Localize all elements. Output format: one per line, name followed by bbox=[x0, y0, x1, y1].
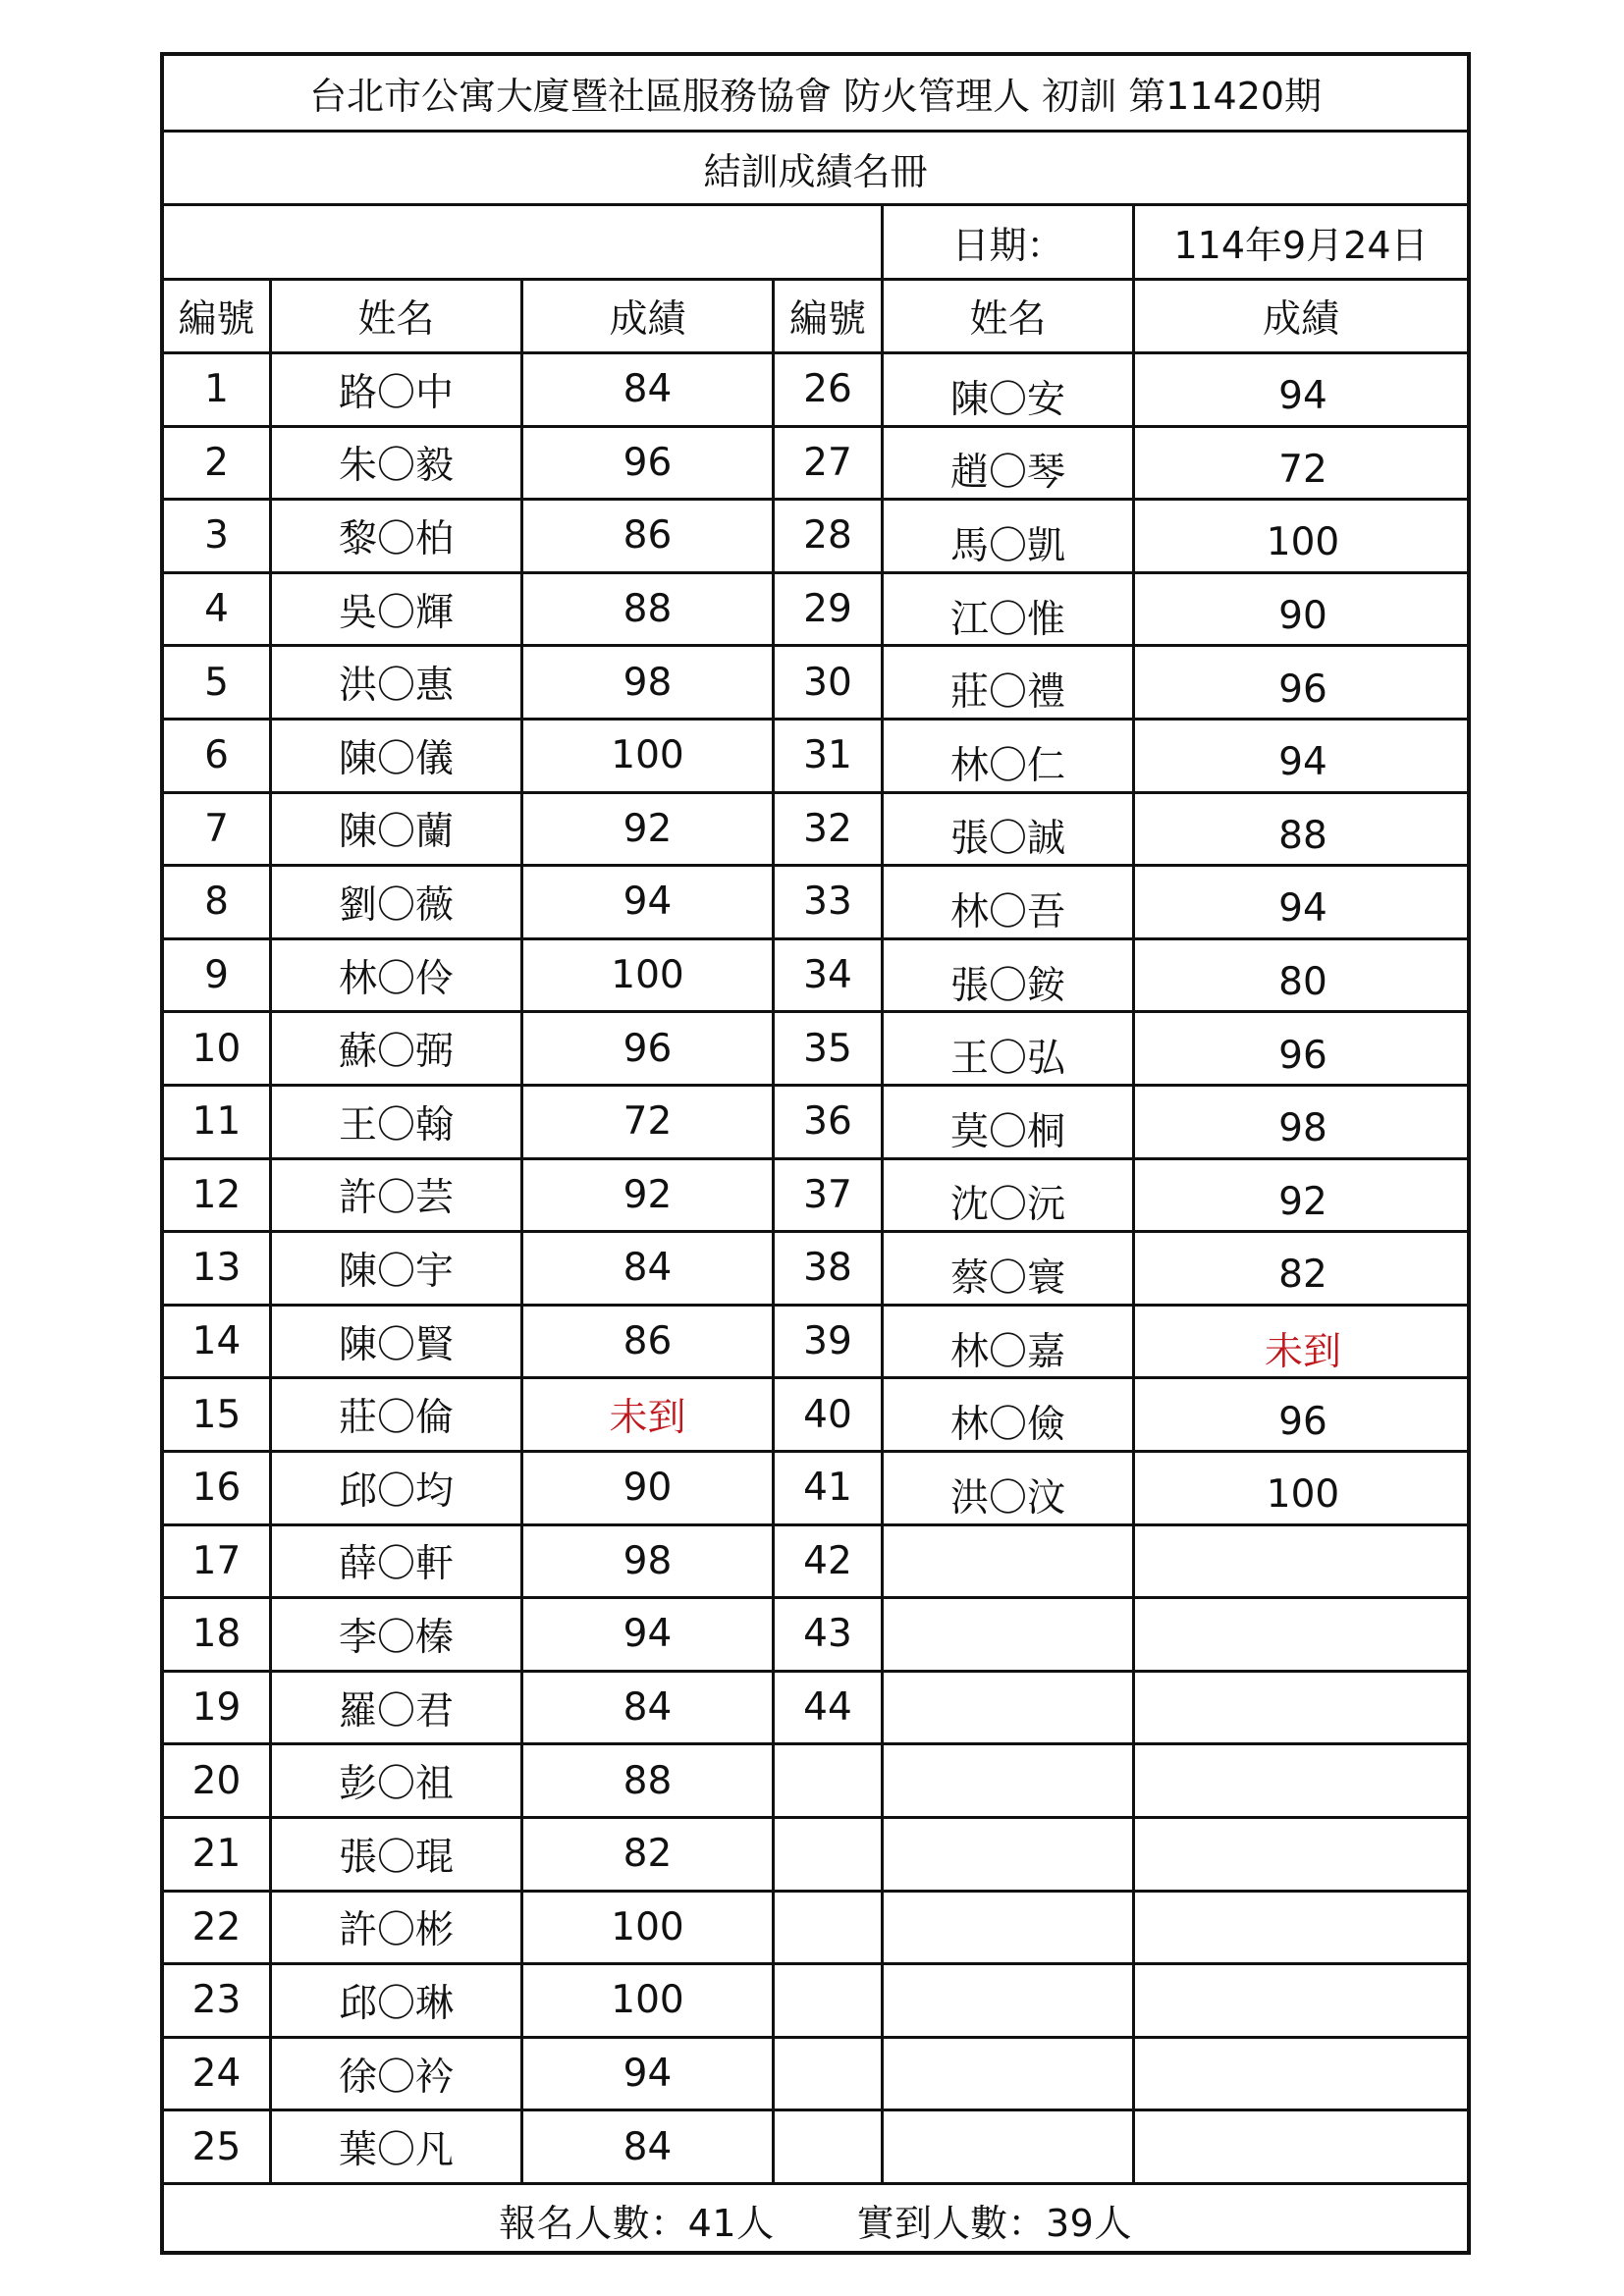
table-row bbox=[164, 574, 1467, 648]
table-row bbox=[164, 1673, 1467, 1746]
left-name-cell: 薛〇軒 bbox=[269, 1526, 520, 1597]
right-number-cell: 43 bbox=[772, 1599, 881, 1670]
right-number-cell: 38 bbox=[772, 1233, 881, 1304]
left-score-cell: 100 bbox=[520, 721, 772, 791]
right-number-cell: 31 bbox=[772, 721, 881, 791]
left-name-cell: 徐〇衿 bbox=[269, 2039, 520, 2109]
table-row bbox=[164, 1893, 1467, 1966]
left-name-cell: 陳〇賢 bbox=[269, 1307, 520, 1377]
left-name-cell: 許〇彬 bbox=[269, 1893, 520, 1963]
date-row bbox=[164, 206, 1467, 281]
left-number-cell: 6 bbox=[204, 733, 229, 778]
right-name-cell: 莊〇禮 bbox=[881, 647, 1132, 718]
right-number-cell: 40 bbox=[772, 1379, 881, 1450]
right-name-cell bbox=[881, 1673, 1132, 1743]
header-name-left: 姓名 bbox=[269, 281, 520, 351]
left-score-cell: 88 bbox=[520, 574, 772, 645]
left-name-cell: 陳〇儀 bbox=[269, 721, 520, 791]
right-score-cell: 100 bbox=[1132, 1453, 1471, 1523]
left-name-cell: 黎〇柏 bbox=[269, 501, 520, 571]
attendance-summary bbox=[164, 2185, 1467, 2255]
left-number-cell: 17 bbox=[191, 1538, 242, 1583]
right-score-cell bbox=[1132, 1819, 1471, 1890]
left-number-cell: 9 bbox=[204, 953, 229, 998]
right-number-cell: 28 bbox=[772, 501, 881, 571]
right-name-cell: 趙〇琴 bbox=[881, 428, 1132, 499]
header-score-left: 成績 bbox=[520, 281, 772, 351]
left-score-cell: 82 bbox=[520, 1819, 772, 1890]
right-number-cell bbox=[772, 1819, 881, 1890]
right-score-cell: 88 bbox=[1132, 794, 1471, 865]
header-number-left: 編號 bbox=[178, 297, 255, 342]
left-name-cell: 邱〇均 bbox=[269, 1453, 520, 1523]
right-score-cell: 72 bbox=[1132, 428, 1471, 499]
right-name-cell: 林〇吾 bbox=[881, 867, 1132, 937]
left-name-cell: 陳〇蘭 bbox=[269, 794, 520, 865]
right-number-cell: 29 bbox=[772, 574, 881, 645]
right-score-cell: 94 bbox=[1132, 354, 1471, 425]
left-number-cell: 11 bbox=[191, 1099, 242, 1145]
left-name-cell: 洪〇惠 bbox=[269, 647, 520, 718]
right-score-cell: 96 bbox=[1132, 1379, 1471, 1450]
left-number-cell: 16 bbox=[191, 1466, 242, 1511]
right-name-cell bbox=[881, 1893, 1132, 1963]
right-number-cell bbox=[772, 1965, 881, 2036]
document-title: 台北市公寓大廈暨社區服務協會 防火管理人 初訓 第11420期 bbox=[308, 75, 1323, 118]
left-number-cell: 10 bbox=[191, 1026, 242, 1071]
left-score-cell: 84 bbox=[520, 1233, 772, 1304]
header-number-right: 編號 bbox=[772, 281, 881, 351]
left-name-cell: 許〇芸 bbox=[269, 1160, 520, 1231]
right-score-cell: 82 bbox=[1132, 1233, 1471, 1304]
right-name-cell: 王〇弘 bbox=[881, 1013, 1132, 1084]
left-number-cell: 15 bbox=[191, 1392, 242, 1437]
document-subtitle: 結訓成績名冊 bbox=[703, 149, 928, 193]
right-number-cell: 36 bbox=[772, 1087, 881, 1157]
right-number-cell: 30 bbox=[772, 647, 881, 718]
right-name-cell: 林〇仁 bbox=[881, 721, 1132, 791]
right-score-cell: 96 bbox=[1132, 647, 1471, 718]
left-name-cell: 林〇伶 bbox=[269, 940, 520, 1011]
table-row bbox=[164, 2039, 1467, 2112]
table-row bbox=[164, 1379, 1467, 1453]
left-name-cell: 王〇翰 bbox=[269, 1087, 520, 1157]
column-header-row bbox=[164, 281, 1467, 354]
left-score-cell: 100 bbox=[520, 1965, 772, 2036]
left-number-cell: 12 bbox=[191, 1172, 242, 1217]
left-score-cell: 94 bbox=[520, 867, 772, 937]
right-number-cell: 27 bbox=[772, 428, 881, 499]
table-row bbox=[164, 428, 1467, 502]
left-score-cell: 100 bbox=[520, 1893, 772, 1963]
right-number-cell bbox=[772, 2111, 881, 2182]
right-name-cell bbox=[881, 1745, 1132, 1816]
right-name-cell: 莫〇桐 bbox=[881, 1087, 1132, 1157]
left-number-cell: 19 bbox=[191, 1685, 242, 1731]
right-number-cell bbox=[772, 1745, 881, 1816]
right-number-cell: 33 bbox=[772, 867, 881, 937]
left-name-cell: 蘇〇弼 bbox=[269, 1013, 520, 1084]
table-row bbox=[164, 867, 1467, 940]
left-number-cell: 5 bbox=[204, 660, 229, 705]
right-score-cell bbox=[1132, 2111, 1471, 2182]
left-number-cell: 24 bbox=[191, 2052, 242, 2097]
right-score-cell bbox=[1132, 1965, 1471, 2036]
left-score-cell: 84 bbox=[520, 1673, 772, 1743]
left-number-cell: 23 bbox=[191, 1978, 242, 2023]
left-number-cell: 2 bbox=[204, 440, 229, 485]
left-score-cell: 86 bbox=[520, 1307, 772, 1377]
title-row bbox=[164, 56, 1467, 133]
left-name-cell: 朱〇毅 bbox=[269, 428, 520, 499]
right-number-cell: 34 bbox=[772, 940, 881, 1011]
right-score-cell: 100 bbox=[1132, 501, 1471, 571]
right-score-cell: 98 bbox=[1132, 1087, 1471, 1157]
right-name-cell: 馬〇凱 bbox=[881, 501, 1132, 571]
right-name-cell: 張〇銨 bbox=[881, 940, 1132, 1011]
left-name-cell: 李〇榛 bbox=[269, 1599, 520, 1670]
right-name-cell bbox=[881, 2111, 1132, 2182]
left-number-cell: 4 bbox=[204, 587, 229, 632]
subtitle-row bbox=[164, 133, 1467, 206]
right-name-cell: 蔡〇寰 bbox=[881, 1233, 1132, 1304]
header-score-right: 成績 bbox=[1132, 281, 1467, 351]
right-name-cell: 張〇誠 bbox=[881, 794, 1132, 865]
table-row bbox=[164, 1745, 1467, 1819]
table-row bbox=[164, 1233, 1467, 1307]
left-score-cell: 未到 bbox=[520, 1379, 772, 1450]
right-name-cell bbox=[881, 1965, 1132, 2036]
table-row bbox=[164, 1453, 1467, 1526]
left-score-cell: 84 bbox=[520, 354, 772, 425]
left-number-cell: 7 bbox=[204, 806, 229, 851]
right-name-cell bbox=[881, 2039, 1132, 2109]
date-label: 日期： bbox=[881, 206, 1132, 278]
left-number-cell: 3 bbox=[204, 513, 229, 559]
attended-count: 實到人數：39人 bbox=[856, 2202, 1132, 2245]
right-score-cell: 80 bbox=[1132, 940, 1471, 1011]
left-number-cell: 21 bbox=[191, 1832, 242, 1877]
left-score-cell: 92 bbox=[520, 1160, 772, 1231]
left-name-cell: 路〇中 bbox=[269, 354, 520, 425]
right-name-cell: 江〇惟 bbox=[881, 574, 1132, 645]
table-row bbox=[164, 1013, 1467, 1087]
left-score-cell: 94 bbox=[520, 2039, 772, 2109]
left-score-cell: 100 bbox=[520, 940, 772, 1011]
left-name-cell: 吳〇輝 bbox=[269, 574, 520, 645]
right-name-cell: 林〇儉 bbox=[881, 1379, 1132, 1450]
table-row bbox=[164, 647, 1467, 721]
table-row bbox=[164, 1819, 1467, 1893]
table-row bbox=[164, 1599, 1467, 1673]
table-row bbox=[164, 354, 1467, 428]
right-name-cell: 沈〇沅 bbox=[881, 1160, 1132, 1231]
right-name-cell: 洪〇汶 bbox=[881, 1453, 1132, 1523]
table-row bbox=[164, 501, 1467, 574]
left-name-cell: 陳〇宇 bbox=[269, 1233, 520, 1304]
left-number-cell: 8 bbox=[204, 880, 229, 925]
right-number-cell: 39 bbox=[772, 1307, 881, 1377]
left-score-cell: 90 bbox=[520, 1453, 772, 1523]
left-score-cell: 86 bbox=[520, 501, 772, 571]
registered-count: 報名人數：41人 bbox=[499, 2202, 775, 2245]
table-row bbox=[164, 1160, 1467, 1234]
left-score-cell: 84 bbox=[520, 2111, 772, 2182]
right-score-cell bbox=[1132, 1893, 1471, 1963]
left-name-cell: 邱〇琳 bbox=[269, 1965, 520, 2036]
left-score-cell: 92 bbox=[520, 794, 772, 865]
left-number-cell: 20 bbox=[191, 1758, 242, 1803]
right-name-cell bbox=[881, 1599, 1132, 1670]
score-roster-sheet bbox=[160, 52, 1471, 2255]
left-score-cell: 98 bbox=[520, 647, 772, 718]
left-number-cell: 25 bbox=[191, 2124, 242, 2169]
right-name-cell: 陳〇安 bbox=[881, 354, 1132, 425]
right-score-cell bbox=[1132, 1599, 1471, 1670]
header-name-right: 姓名 bbox=[881, 281, 1132, 351]
left-score-cell: 94 bbox=[520, 1599, 772, 1670]
right-name-cell bbox=[881, 1526, 1132, 1597]
right-score-cell: 96 bbox=[1132, 1013, 1471, 1084]
right-score-cell bbox=[1132, 2039, 1471, 2109]
right-name-cell: 林〇嘉 bbox=[881, 1307, 1132, 1377]
right-number-cell: 44 bbox=[772, 1673, 881, 1743]
right-number-cell: 37 bbox=[772, 1160, 881, 1231]
right-number-cell: 35 bbox=[772, 1013, 881, 1084]
left-number-cell: 22 bbox=[191, 1904, 242, 1949]
left-name-cell: 莊〇倫 bbox=[269, 1379, 520, 1450]
table-row bbox=[164, 1526, 1467, 1600]
left-name-cell: 劉〇薇 bbox=[269, 867, 520, 937]
left-score-cell: 96 bbox=[520, 428, 772, 499]
left-score-cell: 72 bbox=[520, 1087, 772, 1157]
left-score-cell: 98 bbox=[520, 1526, 772, 1597]
right-score-cell bbox=[1132, 1526, 1471, 1597]
right-score-cell: 90 bbox=[1132, 574, 1471, 645]
right-score-cell: 94 bbox=[1132, 867, 1471, 937]
left-score-cell: 96 bbox=[520, 1013, 772, 1084]
left-number-cell: 13 bbox=[191, 1246, 242, 1291]
footer-row bbox=[164, 2185, 1467, 2255]
right-score-cell: 未到 bbox=[1132, 1307, 1471, 1377]
table-row bbox=[164, 1965, 1467, 2039]
table-row bbox=[164, 794, 1467, 868]
table-row bbox=[164, 1087, 1467, 1160]
table-row bbox=[164, 721, 1467, 794]
table-row bbox=[164, 940, 1467, 1014]
left-name-cell: 羅〇君 bbox=[269, 1673, 520, 1743]
date-value: 114年9月24日 bbox=[1132, 206, 1467, 278]
left-score-cell: 88 bbox=[520, 1745, 772, 1816]
table-row bbox=[164, 2111, 1467, 2185]
right-name-cell bbox=[881, 1819, 1132, 1890]
right-score-cell bbox=[1132, 1745, 1471, 1816]
left-number-cell: 18 bbox=[191, 1612, 242, 1657]
left-number-cell: 1 bbox=[204, 367, 229, 412]
right-score-cell: 94 bbox=[1132, 721, 1471, 791]
right-number-cell bbox=[772, 2039, 881, 2109]
right-number-cell: 42 bbox=[772, 1526, 881, 1597]
left-number-cell: 14 bbox=[191, 1319, 242, 1364]
left-name-cell: 張〇琨 bbox=[269, 1819, 520, 1890]
right-number-cell: 41 bbox=[772, 1453, 881, 1523]
right-score-cell: 92 bbox=[1132, 1160, 1471, 1231]
right-number-cell: 32 bbox=[772, 794, 881, 865]
left-name-cell: 葉〇凡 bbox=[269, 2111, 520, 2182]
table-row bbox=[164, 1307, 1467, 1380]
right-number-cell: 26 bbox=[772, 354, 881, 425]
right-score-cell bbox=[1132, 1673, 1471, 1743]
right-number-cell bbox=[772, 1893, 881, 1963]
left-name-cell: 彭〇祖 bbox=[269, 1745, 520, 1816]
